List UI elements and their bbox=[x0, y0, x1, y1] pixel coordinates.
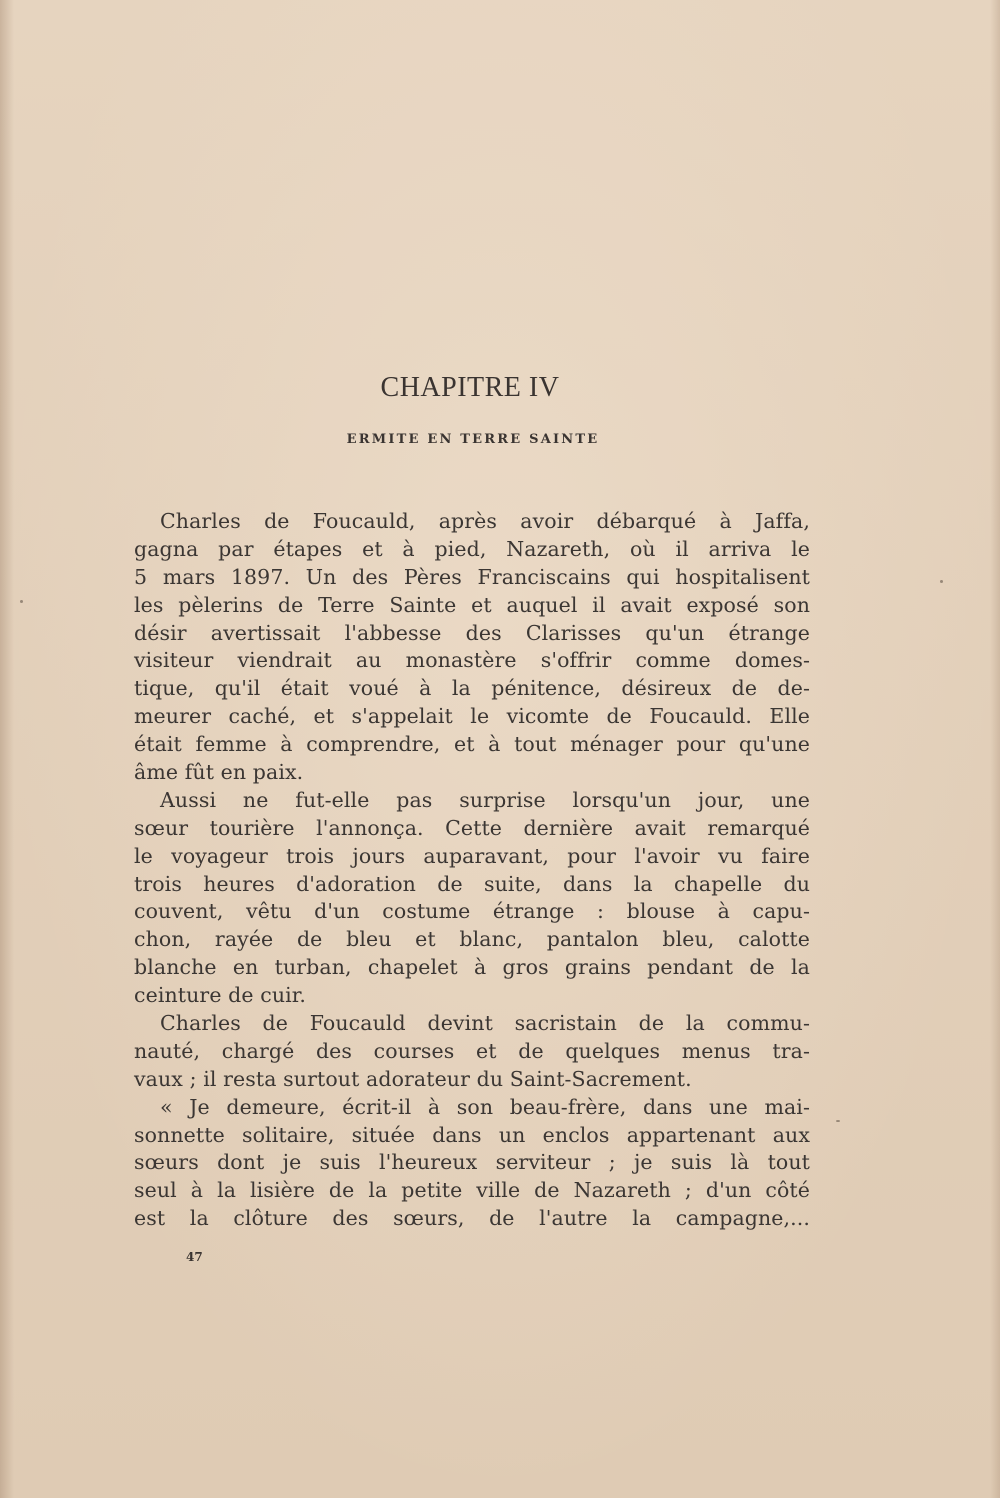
text-line: ceinture de cuir. bbox=[134, 983, 307, 1008]
text-line: vaux ; il resta surtout adorateur du Saint-Sacrement. bbox=[134, 1066, 692, 1091]
body-text bbox=[134, 508, 810, 1233]
text-line: est la clôture des sœurs, de l'autre la campagne,... bbox=[134, 1206, 810, 1231]
text-line: trois heures d'adoration de suite, dans la chapelle du bbox=[134, 871, 810, 896]
text-line: Aussi ne fut-elle pas surprise lorsqu'un jour, une bbox=[160, 787, 810, 812]
text-line: couvent, vêtu d'un costume étrange : blouse à capu- bbox=[134, 899, 810, 924]
text-line: chon, rayée de bleu et blanc, pantalon bleu, calotte bbox=[134, 927, 810, 952]
text-line: blanche en turban, chapelet à gros grains pendant de la bbox=[134, 955, 810, 980]
paper-speck bbox=[20, 600, 23, 603]
chapter-subtitle: ERMITE EN TERRE SAINTE bbox=[346, 432, 600, 447]
text-line: gagna par étapes et à pied, Nazareth, où il arriva le bbox=[134, 536, 810, 561]
text-line: sœur tourière l'annonça. Cette dernière avait remarqué bbox=[134, 815, 810, 840]
text-line: Charles de Foucauld devint sacristain de la commu- bbox=[160, 1011, 810, 1036]
chapter-title: CHAPITRE IV bbox=[380, 372, 560, 403]
text-line: « Je demeure, écrit-il à son beau-frère, dans une mai- bbox=[160, 1094, 810, 1119]
page-number: 47 bbox=[186, 1250, 203, 1264]
text-line: Charles de Foucauld, après avoir débarqué à Jaffa, bbox=[160, 509, 810, 533]
text-line: nauté, chargé des courses et de quelques menus tra- bbox=[134, 1038, 810, 1063]
text-line: 5 mars 1897. Un des Pères Franciscains qui hospitalisent bbox=[134, 564, 810, 589]
text-line: le voyageur trois jours auparavant, pour l'avoir vu faire bbox=[134, 843, 810, 868]
text-line: visiteur viendrait au monastère s'offrir comme domes- bbox=[134, 648, 810, 673]
paper-speck bbox=[836, 1120, 840, 1122]
text-line: les pèlerins de Terre Sainte et auquel il avait exposé son bbox=[134, 592, 810, 617]
text-line: désir avertissait l'abbesse des Clarisses qu'un étrange bbox=[134, 620, 810, 645]
text-line: était femme à comprendre, et à tout ménager pour qu'une bbox=[134, 732, 810, 757]
text-line: tique, qu'il était voué à la pénitence, désireux de de- bbox=[134, 676, 810, 701]
text-line: sœurs dont je suis l'heureux serviteur ; je suis là tout bbox=[134, 1150, 810, 1175]
text-line: meurer caché, et s'appelait le vicomte de Foucauld. Elle bbox=[134, 704, 810, 729]
paper-speck bbox=[940, 580, 943, 583]
text-line: sonnette solitaire, située dans un enclos appartenant aux bbox=[134, 1122, 810, 1147]
text-line: seul à la lisière de la petite ville de Nazareth ; d'un côté bbox=[134, 1178, 810, 1203]
text-line: âme fût en paix. bbox=[134, 760, 304, 785]
